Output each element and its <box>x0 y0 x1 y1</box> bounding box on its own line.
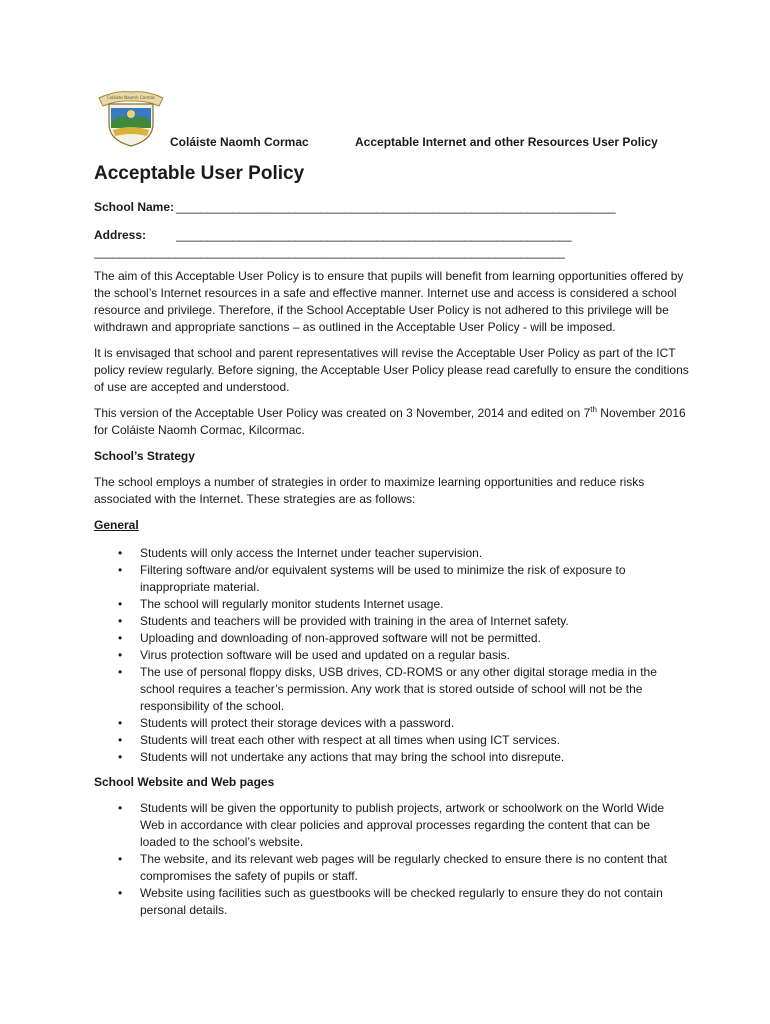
list-item: • Students will only access the Internet under teacher supervision. <box>140 545 689 562</box>
website-heading: School Website and Web pages <box>94 775 275 789</box>
strategy-heading: School’s Strategy <box>94 449 195 463</box>
address-field <box>94 228 572 242</box>
school-name-field <box>94 200 616 214</box>
list-item: • Students will be given the opportunity to publish projects, artwork or schoolwork on the World Wide Web in accordance with clear policies and approval processes regarding the content that can be loaded to the school’s website. <box>140 800 689 851</box>
strategy-paragraph: The school employs a number of strategies in order to maximize learning opportunities and reduce risks associated with the Internet. These strategies are as follows: <box>94 475 645 506</box>
school-name-label: School Name: <box>94 200 175 214</box>
website-list <box>94 800 689 919</box>
school-name-blank-line: ______________________________________________________________________ <box>176 200 616 214</box>
address-blank-line-2: ___________________________________________________________________________ <box>94 245 565 259</box>
crest-lettering: Coláiste Naomh Cormac <box>106 95 156 100</box>
page-title: Acceptable User Policy <box>94 163 305 184</box>
list-item: • The use of personal floppy disks, USB drives, CD-ROMS or any other digital storage media in the school requires a teacher’s permission. Any work that is stored outside of school will not be the responsibility of the school. <box>140 664 689 715</box>
list-item: • The website, and its relevant web pages will be regularly checked to ensure there is no content that compromises the safety of pupils or staff. <box>140 851 689 885</box>
general-list <box>94 545 689 766</box>
list-item: • Students will not undertake any actions that may bring the school into disrepute. <box>140 749 689 766</box>
intro-paragraph-2: It is envisaged that school and parent representatives will revise the Acceptable User Policy as part of the ICT policy review regularly. Before signing, the Acceptable User Policy please read carefully to ensure the conditions of use are accepted and understood. <box>94 346 689 394</box>
header-policy-title: Acceptable Internet and other Resources User Policy <box>355 135 658 149</box>
header-school-name: Coláiste Naomh Cormac <box>170 135 309 149</box>
list-item: • Uploading and downloading of non-approved software will not be permitted. <box>140 630 689 647</box>
intro-paragraph-1: The aim of this Acceptable User Policy is to ensure that pupils will benefit from learning opportunities offered by the school’s Internet resources in a safe and effective manner. Internet use and access is considered a school resource and privilege. Therefore, if the School Acceptable User Policy is not adhered to this privilege will be withdrawn and appropriate sanctions – as outlined in the Acceptable User Policy - will be imposed. <box>94 269 684 334</box>
list-item: • Virus protection software will be used and updated on a regular basis. <box>140 647 689 664</box>
school-crest-logo <box>95 88 167 148</box>
address-blank-line: _______________________________________________________________ <box>176 228 572 242</box>
list-item: • Students will treat each other with respect at all times when using ICT services. <box>140 732 689 749</box>
ordinal-suffix: th <box>590 405 597 414</box>
intro-paragraph-3: This version of the Acceptable User Policy was created on 3 November, 2014 and edited on 7th November 2016 for Coláiste Naomh Cormac, Kilcormac. <box>94 405 686 437</box>
list-item: • Students and teachers will be provided with training in the area of Internet safety. <box>140 613 689 630</box>
general-heading: General <box>94 518 139 532</box>
list-item: • Filtering software and/or equivalent systems will be used to minimize the risk of exposure to inappropriate material. <box>140 562 689 596</box>
list-item: • Website using facilities such as guestbooks will be checked regularly to ensure they do not contain personal details. <box>140 885 689 919</box>
address-label: Address: <box>94 228 147 242</box>
list-item: • Students will protect their storage devices with a password. <box>140 715 689 732</box>
list-item: • The school will regularly monitor students Internet usage. <box>140 596 689 613</box>
policy-body <box>94 268 689 927</box>
